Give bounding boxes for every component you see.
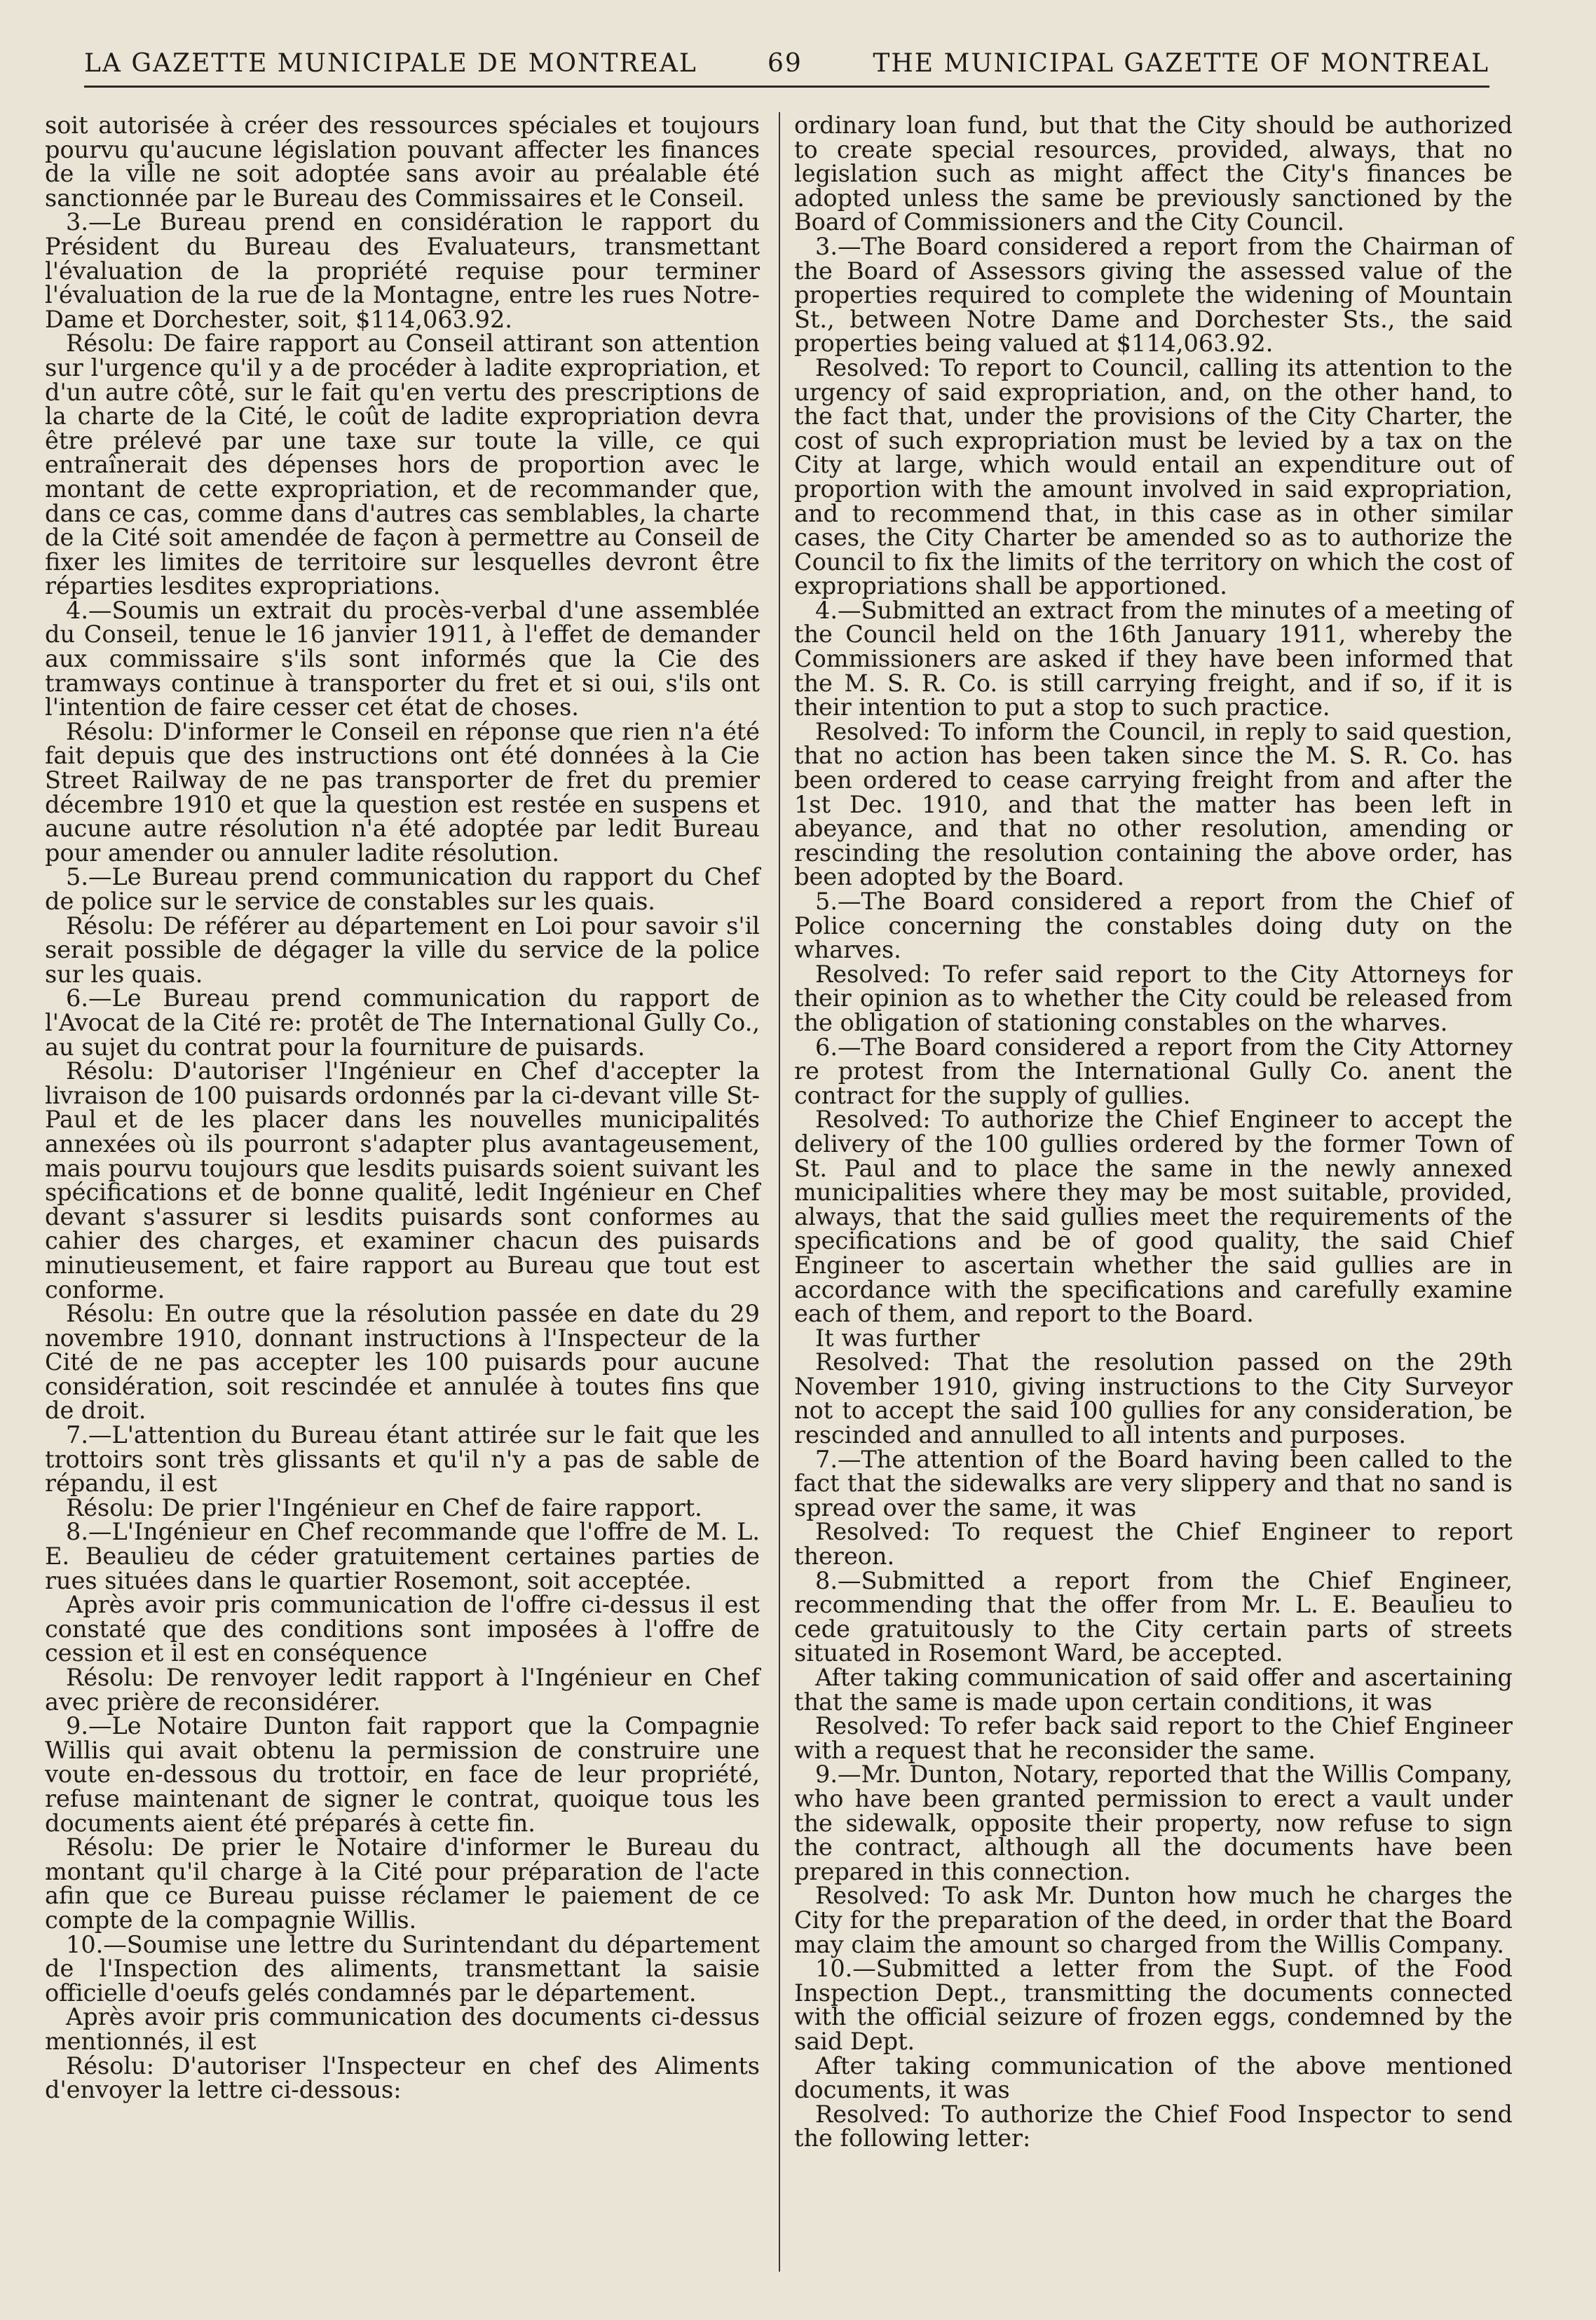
paragraph: After taking communication of said offer and ascertaining that the same is made upon certain conditions, it was (794, 1664, 1513, 1716)
paragraph: Resolved: To authorize the Chief Food Inspector to send the following letter: (794, 2100, 1513, 2152)
french-column (45, 111, 760, 2104)
header-english-title: THE MUNICIPAL GAZETTE OF MONTREAL (873, 49, 1489, 78)
paragraph: Résolu: De prier l'Ingénieur en Chef de faire rapport. (66, 1493, 702, 1521)
paragraph: 5.—Le Bureau prend communication du rapport du Chef de police sur le service de constables sur les quais. (45, 863, 760, 915)
paragraph: It was further (815, 1324, 980, 1352)
paragraph: Resolved: To inform the Council, in reply to said question, that no action has been taken since the M. S. R. Co. has been ordered to cease carrying freight from and after the 1st Dec. 1910, and that the matter has been left in abeyance, and that no other resolution, amending or rescinding the resolution containing the above order, has been adopted by the Board. (794, 717, 1513, 891)
paragraph: After taking communication of the above mentioned documents, it was (794, 2051, 1513, 2104)
paragraph: Résolu: En outre que la résolution passée en date du 29 novembre 1910, donnant instructions à l'Inspecteur de la Cité de ne pas accepter les 100 puisards pour aucune considération, soit rescindée et annulée à toutes fins que de droit. (45, 1300, 760, 1425)
paragraph: Résolu: D'autoriser l'Ingénieur en Chef d'accepter la livraison de 100 puisards ordonnés par la ci-devant ville St-Paul et de les placer dans les nouvelles municipalités annexées où ils pourront s'adapter plus avantageusement, mais pourvu toujours que lesdits puisards soient suivant les spécifications et de bonne qualité, ledit Ingénieur en Chef devant s'assurer si lesdits puisards sont conformes au cahier des charges, et examiner chacun des puisards minutieusement, et faire rapport au Bureau que tout est conforme. (45, 1057, 760, 1303)
paragraph: Après avoir pris communication des documents ci-dessus mentionnés, il est (45, 2003, 760, 2055)
paragraph: Résolu: De renvoyer ledit rapport à l'Ingénieur en Chef avec prière de reconsidérer. (45, 1664, 760, 1716)
paragraph: Résolu: D'informer le Conseil en réponse que rien n'a été fait depuis que des instructions ont été données à la Cie Street Railway de ne pas transporter de fret du premier décembre 1910 et que la question est restée en suspens et aucune autre résolution n'a été adoptée par ledit Bureau pour amender ou annuler ladite résolution. (45, 717, 760, 867)
paragraph: Resolved: To authorize the Chief Engineer to accept the delivery of the 100 gullies ordered by the former Town of St. Paul and to place the same in the newly annexed municipalities where they may be most suitable, provided, always, that the said gullies meet the requirements of the specifications and be of good quality, the said Chief Engineer to ascertain whether the said gullies are in accordance with the specifications and carefully examine each of them, and report to the Board. (794, 1106, 1513, 1328)
paragraph: 7.—L'attention du Bureau étant attirée sur le fait que les trottoirs sont très glissants et qu'il n'y a pas de sable de répandu, il est (45, 1421, 760, 1498)
paragraph: Resolved: To request the Chief Engineer to report thereon. (794, 1518, 1513, 1571)
page-header (84, 43, 1489, 88)
paragraph: 3.—Le Bureau prend en considération le rapport du Président du Bureau des Evaluateurs, transmettant l'évaluation de la propriété requise pour terminer l'évaluation de la rue de la Montagne, entre les rues Notre-Dame et Dorchester, soit, $114,063.92. (45, 208, 760, 333)
paragraph: soit autorisée à créer des ressources spéciales et toujours pourvu qu'aucune législation pouvant affecter les finances de la ville ne soit adoptée sans avoir au préalable été sanctionnée par le Bureau des Commissaires et le Conseil. (45, 111, 760, 212)
paragraph: 8.—Submitted a report from the Chief Engineer, recommending that the offer from Mr. L. E. Beaulieu to cede gratuitously to the City certain parts of streets situated in Rosemont Ward, be accepted. (794, 1566, 1513, 1667)
paragraph: 4.—Soumis un extrait du procès-verbal d'une assemblée du Conseil, tenue le 16 janvier 1911, à l'effet de demander aux commissaire s'ils sont informés que la Cie des tramways continue à transporter du fret et si oui, s'ils ont l'intention de faire cesser cet état de choses. (45, 596, 760, 721)
paragraph: Resolved: To refer back said report to the Chief Engineer with a request that he reconsider the same. (794, 1712, 1513, 1764)
paragraph: 4.—Submitted an extract from the minutes of a meeting of the Council held on the 16th January 1911, whereby the Commissioners are asked if they have been informed that the M. S. R. Co. is still carrying freight, and if so, if it is their intention to put a stop to such practice. (794, 596, 1513, 721)
paragraph: 8.—L'Ingénieur en Chef recommande que l'offre de M. L. E. Beaulieu de céder gratuitement certaines parties de rues situées dans le quartier Rosemont, soit acceptée. (45, 1518, 760, 1594)
page-number: 69 (768, 49, 803, 78)
paragraph: 10.—Submitted a letter from the Supt. of the Food Inspection Dept., transmitting the documents connected with the official seizure of frozen eggs, condemned by the said Dept. (794, 1955, 1513, 2055)
paragraph: Résolu: D'autoriser l'Inspecteur en chef des Aliments d'envoyer la lettre ci-dessous: (45, 2051, 760, 2104)
paragraph: Après avoir pris communication de l'offre ci-dessus il est constaté que des conditions sont imposées à l'offre de cession et il est en conséquence (45, 1591, 760, 1667)
paragraph: ordinary loan fund, but that the City should be authorized to create special resources, provided, always, that no legislation such as might affect the City's finances be adopted unless the same be previously sanctioned by the Board of Commissioners and the City Council. (794, 111, 1513, 236)
paragraph: Resolved: To refer said report to the City Attorneys for their opinion as to whether the City could be released from the obligation of stationing constables on the wharves. (794, 960, 1513, 1036)
paragraph: Résolu: De référer au département en Loi pour savoir s'il serait possible de dégager la ville du service de la police sur les quais. (45, 911, 760, 988)
paragraph: 6.—The Board considered a report from the City Attorney re protest from the International Gully Co. anent the contract for the supply of gullies. (794, 1033, 1513, 1109)
paragraph: 9.—Mr. Dunton, Notary, reported that the Willis Company, who have been granted permission to erect a vault under the sidewalk, opposite their property, now refuse to sign the contract, although all the documents have been prepared in this connection. (794, 1761, 1513, 1885)
paragraph: 5.—The Board considered a report from the Chief of Police concerning the constables doing duty on the wharves. (794, 888, 1513, 964)
paragraph: Resolved: To ask Mr. Dunton how much he charges the City for the preparation of the deed, in order that the Board may claim the amount so charged from the Willis Company. (794, 1882, 1513, 1958)
paragraph: 6.—Le Bureau prend communication du rapport de l'Avocat de la Cité re: protêt de The International Gully Co., au sujet du contrat pour la fourniture de puisards. (45, 984, 760, 1061)
header-french-title: LA GAZETTE MUNICIPALE DE MONTREAL (84, 49, 697, 78)
paragraph: Resolved: That the resolution passed on the 29th November 1910, giving instructions to the City Surveyor not to accept the said 100 gullies for any consideration, be rescinded and annulled to all intents and purposes. (794, 1348, 1513, 1449)
paragraph: 9.—Le Notaire Dunton fait rapport que la Compagnie Willis qui avait obtenu la permission de construire une voute en-dessous du trottoir, en face de leur propriété, refuse maintenant de signer le contrat, quoique tous les documents aient été préparés à cette fin. (45, 1712, 760, 1837)
paragraph: 7.—The attention of the Board having been called to the fact that the sidewalks are very slippery and that no sand is spread over the same, it was (794, 1445, 1513, 1521)
paragraph: 10.—Soumise une lettre du Surintendant du département de l'Inspection des aliments, transmettant la saisie officielle d'oeufs gelés condamnés par le département. (45, 1930, 760, 2007)
paragraph: 3.—The Board considered a report from the Chairman of the Board of Assessors giving the assessed value of the properties required to complete the widening of Mountain St., between Notre Dame and Dorchester Sts., the said properties being valued at $114,063.92. (794, 232, 1513, 358)
column-divider (779, 112, 780, 2272)
paragraph: Résolu: De faire rapport au Conseil attirant son attention sur l'urgence qu'il y a de procéder à ladite expropriation, et d'un autre côté, sur le fait qu'en vertu des prescriptions de la charte de la Cité, le coût de ladite expropriation devra être prélevé par une taxe sur toute la ville, ce qui entraînerait des dépenses hors de proportion avec le montant de cette expropriation, et de recommander que, dans ce cas, comme dans d'autres cas semblables, la charte de la Cité soit amendée de façon à permettre au Conseil de fixer les limites de territoire sur lesquelles devront être réparties lesdites expropriations. (45, 330, 760, 600)
paragraph: Résolu: De prier le Notaire d'informer le Bureau du montant qu'il charge à la Cité pour préparation de l'acte afin que ce Bureau puisse réclamer le paiement de ce compte de la compagnie Willis. (45, 1833, 760, 1934)
english-column (794, 111, 1513, 2152)
paragraph: Resolved: To report to Council, calling its attention to the urgency of said expropriation, and, on the other hand, to the fact that, under the provisions of the City Charter, the cost of such expropriation must be levied by a tax on the City at large, which would entail an expenditure out of proportion with the amount involved in said expropriation, and to recommend that, in this case as in other similar cases, the City Charter be amended so as to authorize the Council to fix the limits of the territory on which the cost of expropriations shall be apportioned. (794, 353, 1513, 600)
